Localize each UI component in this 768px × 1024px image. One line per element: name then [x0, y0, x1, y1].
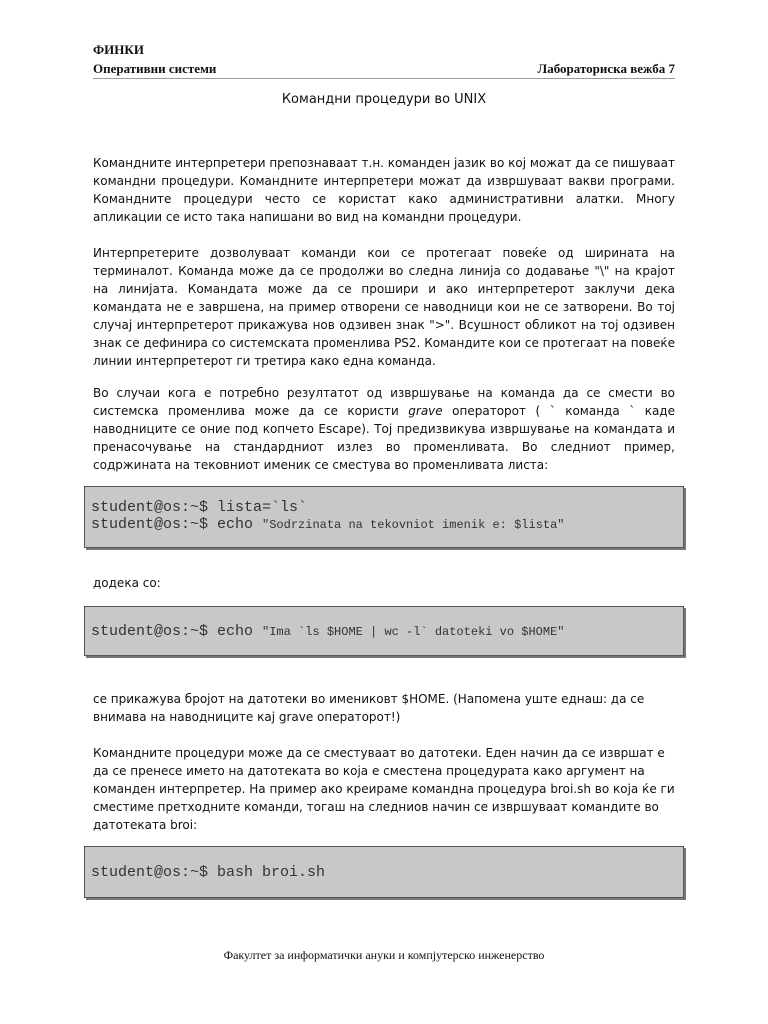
course-name: Оперативни системи [93, 61, 217, 76]
page-title: Командни процедури во UNIX [281, 92, 487, 107]
code-command: student@os:~$ echo [91, 516, 263, 533]
paragraph-grave-start: Во случаи кога е потребно резултатот од извршување на команда да се смести во системска променлива може да се користи [93, 386, 675, 418]
paragraph-grave-end: операторот ( ` команда ` каде наводниците се оние под копчето Escape). Тој предизвикува извршување на командата и пренасочување на стандардниот излез во променливата. Во следниот пример, содржината на тековниот именик се сместува во променливата листа: [93, 404, 675, 472]
code-line-echo [91, 516, 683, 534]
paragraph-home-note: се прикажува бројот на датотеки во имениковт $HOME. (Напомена уште еднаш: да се внимава на наводниците кај grave операторот!) [93, 692, 645, 724]
code-line-assign: student@os:~$ lista=`ls` [91, 499, 308, 516]
page-header [93, 42, 675, 77]
code-block-broi [84, 846, 684, 898]
code-command: student@os:~$ echo [91, 623, 263, 640]
paragraph-dodeka: додека со: [93, 576, 161, 590]
lab-name: Лабораториска вежба 7 [537, 61, 675, 76]
paragraph-files: Командните процедури може да се сместуваат во датотеки. Еден начин да се извршат е да се пренесе името на датотеката во која е сместена процедурата како аргумент на команден интерпретер. На пример ако креираме командна процедура broi.sh во која ќе ги сместиме претходните команди, тогаш на следниов начин се извршуваат командите во датотеката broi: [93, 746, 675, 832]
header-divider [93, 78, 675, 79]
code-string: "Ima `ls $HOME | wc -l` datoteki vo $HOME" [262, 625, 565, 639]
grave-term: grave [408, 404, 443, 418]
code-string: "Sodrzinata na tekovniot imenik e: $lista" [262, 518, 565, 532]
page-footer: Факултет за информатички ануки и компјутерско инженерство [223, 948, 545, 962]
institution-name: ФИНКИ [93, 42, 144, 57]
paragraph-grave [93, 384, 675, 474]
paragraph-multiline: Интерпретерите дозволуваат команди кои се протегаат повеќе од ширината на терминалот. Команда може да се продолжи во следна линија со додавање "\" на крајот на линијата. Командата може да се прошири и ако интерпретерот заклучи дека командата не е завршена, на пример отворени се наводници кои не се затворени. Во тој случај интерпретерот прикажува нов одзивен знак ">". Всушност обликот на тој одзивен знак се дефинира со системската променлива PS2. Командите кои се протегаат на повеќе линии интерпретерот ги третира како една команда. [93, 246, 675, 368]
code-block-lista [84, 486, 684, 548]
paragraph-intro: Командните интерпретери препознаваат т.н. команден јазик во кој можат да се пишуваат командни процедури. Командните интерпретери можат да извршуваат вакви програми. Командните процедури често се користат како административни алатки. Многу апликации се исто така напишани во вид на командни процедури. [93, 156, 675, 224]
code-line-bash: student@os:~$ bash broi.sh [91, 864, 326, 881]
code-line-count [91, 623, 683, 641]
code-block-count [84, 606, 684, 656]
